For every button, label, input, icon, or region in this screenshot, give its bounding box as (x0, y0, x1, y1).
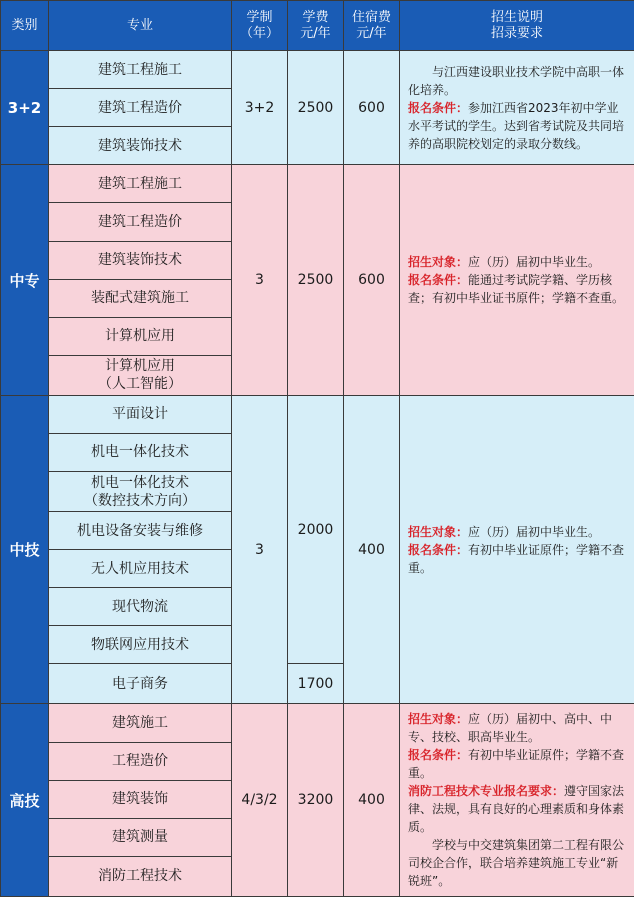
major-cell: 建筑测量 (49, 818, 232, 856)
category-cell: 3+2 (1, 51, 49, 165)
tuition-cell: 3200 (288, 704, 344, 897)
major-cell: 建筑工程施工 (49, 165, 232, 203)
dorm-cell: 600 (344, 165, 400, 395)
header-years: 学制 （年） (232, 1, 288, 51)
header-category: 类别 (1, 1, 49, 51)
note-text: 应（历）届初中毕业生。 (468, 255, 601, 270)
header-tuition: 学费 元/年 (288, 1, 344, 51)
major-cell: 建筑装饰 (49, 780, 232, 818)
major-cell: 机电一体化技术 (49, 433, 232, 471)
category-cell: 中专 (1, 165, 49, 395)
notes-cell (400, 51, 634, 165)
note-label: 报名条件： (408, 273, 469, 288)
years-cell: 3 (232, 395, 288, 704)
years-cell: 3+2 (232, 51, 288, 165)
header-notes: 招生说明 招录要求 (400, 1, 634, 51)
note-text: 应（历）届初中、高中、中专、技校、职高毕业生。 (408, 712, 613, 745)
note-label: 报名条件： (408, 100, 469, 115)
note-intro: 与江西建设职业技术学院中高职一体化培养。 (408, 64, 625, 97)
notes-cell (400, 704, 634, 897)
notes-cell (400, 165, 634, 395)
years-cell: 4/3/2 (232, 704, 288, 897)
major-cell: 建筑装饰技术 (49, 241, 232, 279)
dorm-cell: 400 (344, 704, 400, 897)
major-cell: 现代物流 (49, 588, 232, 626)
major-cell: 计算机应用 (49, 317, 232, 355)
major-cell: 建筑施工 (49, 704, 232, 742)
header-row (1, 1, 634, 51)
category-cell: 高技 (1, 704, 49, 897)
major-cell: 计算机应用 （人工智能） (49, 355, 232, 395)
major-cell: 建筑工程造价 (49, 203, 232, 241)
category-cell: 中技 (1, 395, 49, 704)
table-row (1, 51, 634, 89)
major-cell: 消防工程技术 (49, 856, 232, 896)
note-label: 招生对象： (408, 255, 469, 270)
table-row (1, 165, 634, 203)
note-text: 遵守国家法律、法规，具有良好的心理素质和身体素质。 (408, 784, 625, 835)
tuition-cell: 2000 (288, 395, 344, 664)
major-cell: 装配式建筑施工 (49, 279, 232, 317)
note-text: 能通过考试院学籍、学历核查；有初中毕业证书原件；学籍不查重。 (408, 273, 625, 306)
major-cell: 物联网应用技术 (49, 626, 232, 664)
note-label: 报名条件： (408, 748, 469, 763)
years-cell: 3 (232, 165, 288, 395)
major-cell: 电子商务 (49, 664, 232, 704)
note-label: 招生对象： (408, 524, 469, 539)
note-label: 招生对象： (408, 712, 469, 727)
note-text: 有初中毕业证原件；学籍不查重。 (408, 748, 625, 781)
dorm-cell: 400 (344, 395, 400, 704)
major-cell: 机电一体化技术 （数控技术方向） (49, 471, 232, 511)
tuition-cell: 1700 (288, 664, 344, 704)
major-cell: 无人机应用技术 (49, 550, 232, 588)
table-row (1, 704, 634, 742)
note-text: 参加江西省2023年初中学业水平考试的学生。达到省考试院及共同培养的高职院校划定的录取分数线。 (408, 100, 625, 151)
note-text: 应（历）届初中毕业生。 (468, 524, 601, 539)
major-cell: 建筑装饰技术 (49, 127, 232, 165)
note-coop: 学校与中交建筑集团第二工程有限公司校企合作，联合培养建筑施工专业“新锐班”。 (408, 838, 625, 889)
table-row (1, 395, 634, 433)
major-cell: 工程造价 (49, 742, 232, 780)
tuition-cell: 2500 (288, 51, 344, 165)
major-cell: 建筑工程造价 (49, 89, 232, 127)
note-label: 报名条件： (408, 542, 469, 557)
dorm-cell: 600 (344, 51, 400, 165)
major-cell: 机电设备安装与维修 (49, 512, 232, 550)
note-text: 有初中毕业证原件；学籍不查重。 (408, 542, 625, 575)
tuition-cell: 2500 (288, 165, 344, 395)
note-label: 消防工程技术专业报名要求： (408, 784, 565, 799)
header-major: 专业 (49, 1, 232, 51)
notes-cell (400, 395, 634, 704)
major-cell: 平面设计 (49, 395, 232, 433)
major-cell: 建筑工程施工 (49, 51, 232, 89)
header-dorm: 住宿费 元/年 (344, 1, 400, 51)
